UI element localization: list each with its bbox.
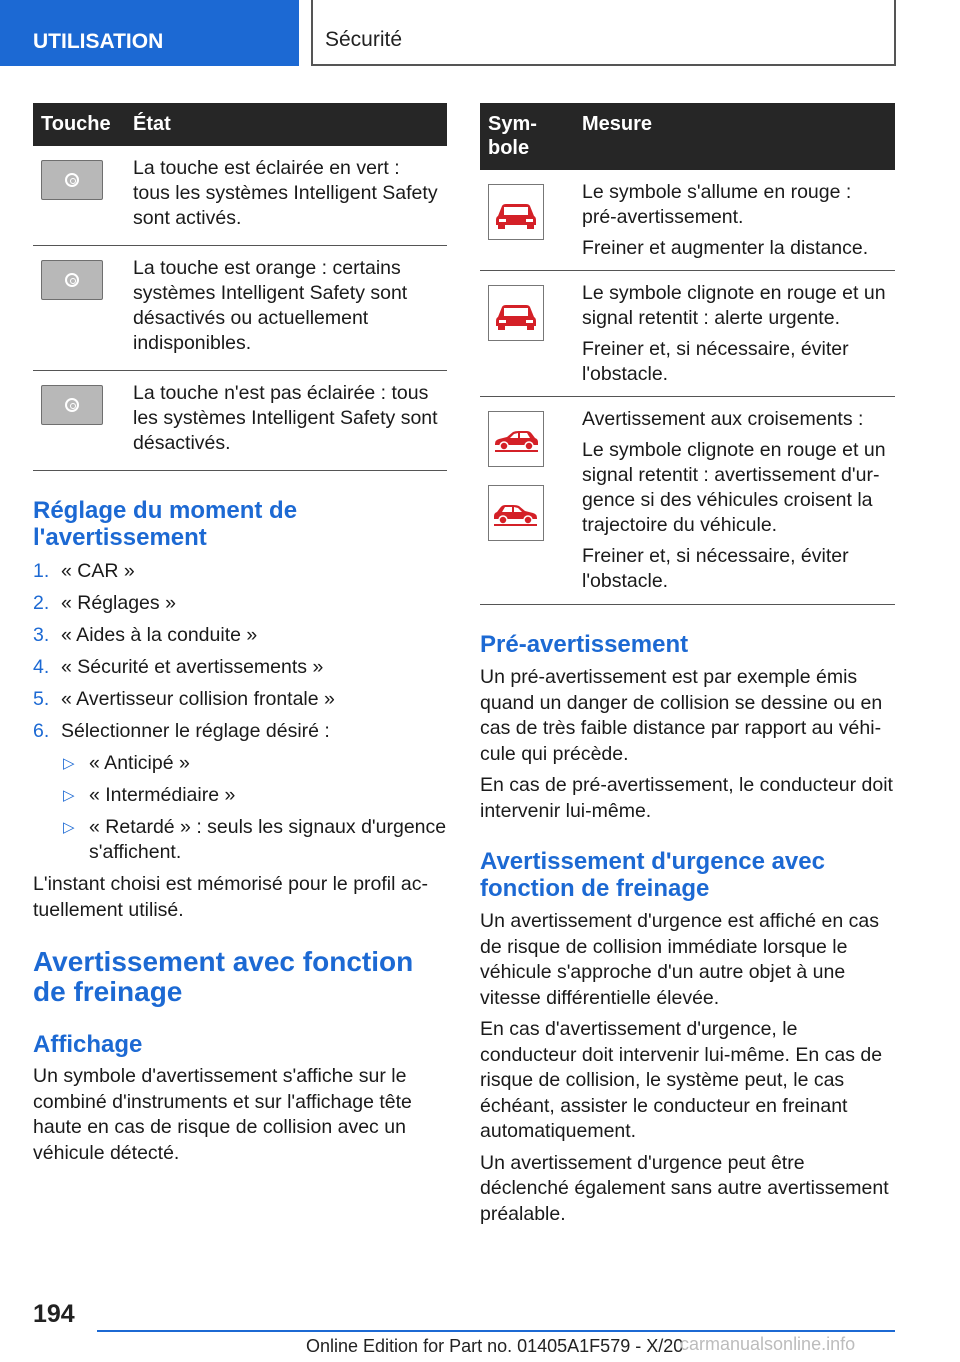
table-row (33, 246, 447, 371)
reglage-heading: Réglage du moment de l'avertissement (33, 497, 298, 551)
table-cell: Le symbole clignote en rouge et un signal retentit : avertissement d'urgence si des véhicules croisent la trajectoire du véhicule. (582, 439, 886, 536)
table-row (33, 371, 447, 471)
key-status-table (33, 103, 447, 471)
table-cell: La touche est éclairée en vert : tous les systèmes Intelligent Safety sont activés. (125, 146, 447, 246)
triangle-bullet-icon: ▷ (63, 755, 75, 772)
table-cell: Freiner et augmenter la distance. (582, 237, 869, 259)
watermark: carmanualsonline.info (680, 1334, 856, 1354)
chapter-title: Sécurité (311, 0, 896, 66)
intelligent-safety-key-green-icon (41, 160, 103, 200)
table-header-symbol: Symbole (480, 103, 574, 170)
page-header (0, 0, 960, 66)
urgence-text-3: Un avertissement d'urgence peut être déclenché également sans autre avertissement préalable. (480, 1151, 889, 1225)
table-cell: Freiner et, si nécessaire, éviter l'obstacle. (582, 338, 849, 385)
red-car-front-flashing-icon (488, 285, 544, 341)
table-row (33, 146, 447, 246)
list-item: ▷ « Anticipé » (63, 752, 190, 774)
table-cell: Le symbole clignote en rouge et un signal retentit : alerte urgente. (582, 282, 886, 329)
list-item: 4. « Sécurité et avertissements » (33, 656, 324, 678)
right-column (480, 103, 895, 1227)
table-row (480, 170, 895, 271)
pre-avert-text-1: Un pré-avertissement est par exemple émis quand un danger de collision se dessine ou en cas de très faible distance par rapport au véhicule qui précède. (480, 666, 883, 765)
triangle-bullet-icon: ▷ (63, 787, 75, 804)
left-column (33, 103, 447, 1166)
table-cell: Le symbole s'allume en rouge : pré-avertissement. (582, 181, 852, 228)
pre-avert-text-2: En cas de pré-avertissement, le conducteur doit intervenir lui-même. (480, 774, 893, 822)
reglage-steps (33, 559, 447, 865)
table-header-key: Touche (33, 103, 125, 146)
pre-avert-heading: Pré-avertissement (480, 631, 689, 658)
list-item: ▷ « Intermédiaire » (63, 784, 236, 806)
affichage-heading: Affichage (33, 1031, 143, 1058)
list-item: 2. « Réglages » (33, 592, 176, 614)
section-tab: UTILISATION (0, 0, 299, 66)
list-item: 1. « CAR » (33, 560, 135, 582)
crossing-car-left-icon (488, 411, 544, 467)
avert-fonction-heading: Avertissement avec fonction de freinage (33, 946, 414, 1007)
footer-edition: Online Edition for Part no. 01405A1F579 - X/20 (306, 1336, 684, 1356)
intelligent-safety-key-off-icon (41, 385, 103, 425)
triangle-bullet-icon: ▷ (63, 819, 75, 836)
table-header-row (33, 103, 447, 146)
urgence-text-1: Un avertissement d'urgence est affiché en cas de risque de collision immédiate lorsque le véhicule s'approche d'un autre objet à une vitesse différentielle élevée. (480, 910, 879, 1009)
list-item: ▷ « Retardé » : seuls les signaux d'urgence s'affichent. (63, 816, 447, 863)
list-item: 5. « Avertisseur collision frontale » (33, 688, 335, 710)
table-cell: Freiner et, si nécessaire, éviter l'obstacle. (582, 545, 849, 592)
list-item: 3. « Aides à la conduite » (33, 624, 258, 646)
urgence-heading: Avertissement d'urgence avec fonction de freinage (480, 848, 825, 902)
table-cell: La touche est orange : certains systèmes Intelligent Safety sont désactivés ou actuellement indisponibles. (125, 246, 447, 371)
intelligent-safety-key-orange-icon (41, 260, 103, 300)
page-number: 194 (33, 1300, 75, 1328)
table-row (480, 271, 895, 397)
list-item: 6. Sélectionner le réglage désiré : ▷ « Anticipé » ▷ « Intermédiaire » ▷ « Retardé » : seuls les signaux d'urgence s'affichent. (33, 720, 447, 863)
red-car-front-warning-icon (488, 184, 544, 240)
symbol-action-table (480, 103, 895, 605)
table-cell: Avertissement aux croisements : (582, 408, 864, 430)
reglage-options (61, 751, 447, 865)
crossing-car-right-icon (488, 485, 544, 541)
affichage-text: Un symbole d'avertissement s'affiche sur le combiné d'instruments et sur l'affichage tête haute en cas de risque de collision avec un véhicule détecté. (33, 1065, 412, 1164)
table-cell: La touche n'est pas éclairée : tous les systèmes Intelligent Safety sont désactivés. (125, 371, 447, 471)
urgence-text-2: En cas d'avertissement d'urgence, le conducteur doit intervenir lui-même. En cas de risque de collision, le système peut, le cas échéant, assister le conducteur en freinant automatiquement. (480, 1018, 883, 1142)
table-row (480, 397, 895, 605)
table-header-row (480, 103, 895, 170)
table-header-action: Mesure (574, 103, 895, 170)
reglage-note: L'instant choisi est mémorisé pour le profil actuellement utilisé. (33, 873, 428, 921)
footer-divider (97, 1330, 895, 1332)
table-header-state: État (125, 103, 447, 146)
